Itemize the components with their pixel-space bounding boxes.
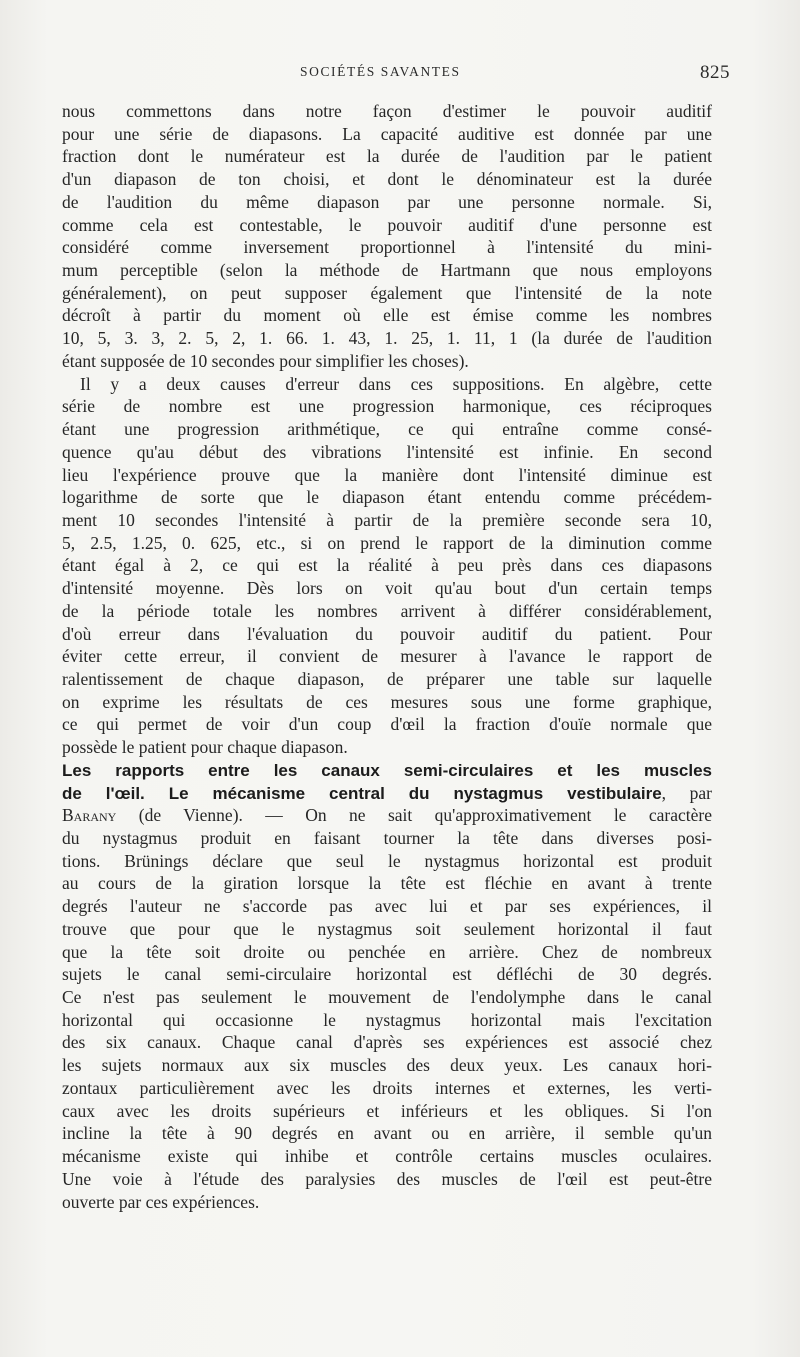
- text-line: horizontal qui occasionne le nystagmus horizontal mais l'excitation: [62, 1009, 712, 1030]
- text-line: étant une progression arithmétique, ce qui entraîne comme consé-: [62, 419, 712, 440]
- text-line: ralentissement de chaque diapason, de préparer une table sur laquelle: [62, 668, 712, 689]
- text-line: étant égal à 2, ce qui est la réalité à peu près dans ces diapasons: [62, 555, 712, 576]
- author-affiliation-text: (de Vienne). — On ne sait qu'approximativement le caractère: [116, 805, 712, 826]
- text-line: généralement), on peut supposer également que l'intensité de la note: [62, 282, 712, 303]
- text-line: degrés l'auteur ne s'accorde pas avec lui et par ses expériences, il: [62, 896, 712, 917]
- text-line: ce qui permet de voir d'un coup d'œil la fraction d'ouïe normale que: [62, 714, 712, 735]
- section-heading-line: [62, 759, 712, 782]
- text-line: les sujets normaux aux six muscles des deux yeux. Les canaux hori-: [62, 1055, 712, 1076]
- text-line: de l'audition du même diapason par une personne normale. Si,: [62, 191, 712, 212]
- text-line: considéré comme inversement proportionnel à l'intensité du mini-: [62, 237, 712, 258]
- text-line: Une voie à l'étude des paralysies des muscles de l'œil est peut-être: [62, 1168, 712, 1189]
- text-line: mum perceptible (selon la méthode de Hartmann que nous employons: [62, 260, 712, 281]
- text-line: nous commettons dans notre façon d'estimer le pouvoir auditif: [62, 101, 712, 121]
- text-line: du nystagmus produit en faisant tourner la tête dans diverses posi-: [62, 828, 712, 848]
- text-line: Il y a deux causes d'erreur dans ces suppositions. En algèbre, cette: [80, 373, 712, 394]
- section-heading-line: [62, 782, 712, 805]
- text-line: éviter cette erreur, il convient de mesurer à l'avance le rapport de: [62, 646, 712, 667]
- section-heading: Les rapports entre les canaux semi-circulaires et les muscles: [62, 760, 712, 780]
- text-line: d'un diapason de ton choisi, et dont le dénominateur est la durée: [62, 169, 712, 190]
- text-line: Ce n'est pas seulement le mouvement de l'endolymphe dans le canal: [62, 987, 712, 1008]
- page-number: 825: [700, 62, 730, 83]
- text-line: d'intensité moyenne. Dès lors on voit qu'au bout d'un certain temps: [62, 578, 712, 599]
- text-line: 5, 2.5, 1.25, 0. 625, etc., si on prend le rapport de la diminution comme: [62, 532, 712, 553]
- text-line: 10, 5, 3. 3, 2. 5, 2, 1. 66. 1. 43, 1. 25, 1. 11, 1 (la durée de l'audition: [62, 328, 712, 349]
- section-heading-suffix: , par: [661, 782, 712, 803]
- paragraph-error-causes: [62, 373, 712, 759]
- article-body: [62, 100, 712, 1213]
- text-line: [62, 804, 712, 827]
- text-line: lieu l'expérience prouve que la manière dont l'intensité diminue est: [62, 464, 712, 485]
- text-line: au cours de la giration lorsque la tête est fléchie en avant à trente: [62, 873, 712, 894]
- text-line: pour une série de diapasons. La capacité auditive est donnée par une: [62, 123, 712, 144]
- text-line: zontaux particulièrement avec les droits internes et externes, les verti-: [62, 1077, 712, 1098]
- paragraph-hearing-capacity: [62, 100, 712, 373]
- text-line: caux avec les droits supérieurs et inférieurs et les obliques. Si l'on: [62, 1100, 712, 1121]
- text-line: que la tête soit droite ou penchée en arrière. Chez de nombreux: [62, 941, 712, 962]
- text-line: logarithme de sorte que le diapason étant entendu comme précédem-: [62, 487, 712, 508]
- author-name: Barany: [62, 805, 117, 826]
- text-line: série de nombre est une progression harmonique, ces réciproques: [62, 396, 712, 417]
- text-line: incline la tête à 90 degrés en avant ou en arrière, il semble qu'un: [62, 1123, 712, 1144]
- text-line: tions. Brünings déclare que seul le nystagmus horizontal est produit: [62, 850, 712, 871]
- running-head: [62, 64, 742, 86]
- text-line: on exprime les résultats de ces mesures sous une forme graphique,: [62, 691, 712, 712]
- text-line: mécanisme existe qui inhibe et contrôle certains muscles oculaires.: [62, 1146, 712, 1167]
- section-heading-continued: de l'œil. Le mécanisme central du nystagmus vestibulaire: [62, 783, 662, 803]
- text-line: décroît à partir du moment où elle est émise comme les nombres: [62, 305, 712, 326]
- text-line: des six canaux. Chaque canal d'après ses expériences est associé chez: [62, 1032, 712, 1053]
- text-line: de la période totale les nombres arrivent à différer considérablement,: [62, 600, 712, 621]
- text-line: ouverte par ces expériences.: [62, 1191, 260, 1212]
- section-barany: [62, 759, 712, 1213]
- text-line: sujets le canal semi-circulaire horizontal est défléchi de 30 degrés.: [62, 964, 712, 985]
- text-line: fraction dont le numérateur est la durée de l'audition par le patient: [62, 146, 712, 167]
- text-line: ment 10 secondes l'intensité à partir de la première seconde sera 10,: [62, 509, 712, 530]
- text-line: étant supposée de 10 secondes pour simplifier les choses).: [62, 350, 469, 371]
- text-line: quence qu'au début des vibrations l'intensité est infinie. En second: [62, 441, 712, 462]
- text-line: possède le patient pour chaque diapason.: [62, 737, 348, 758]
- text-line: d'où erreur dans l'évaluation du pouvoir auditif du patient. Pour: [62, 623, 712, 644]
- running-head-title: SOCIÉTÉS SAVANTES: [300, 64, 461, 79]
- text-line: comme cela est contestable, le pouvoir auditif d'une personne est: [62, 214, 712, 235]
- text-line: trouve que pour que le nystagmus soit seulement horizontal il faut: [62, 918, 712, 939]
